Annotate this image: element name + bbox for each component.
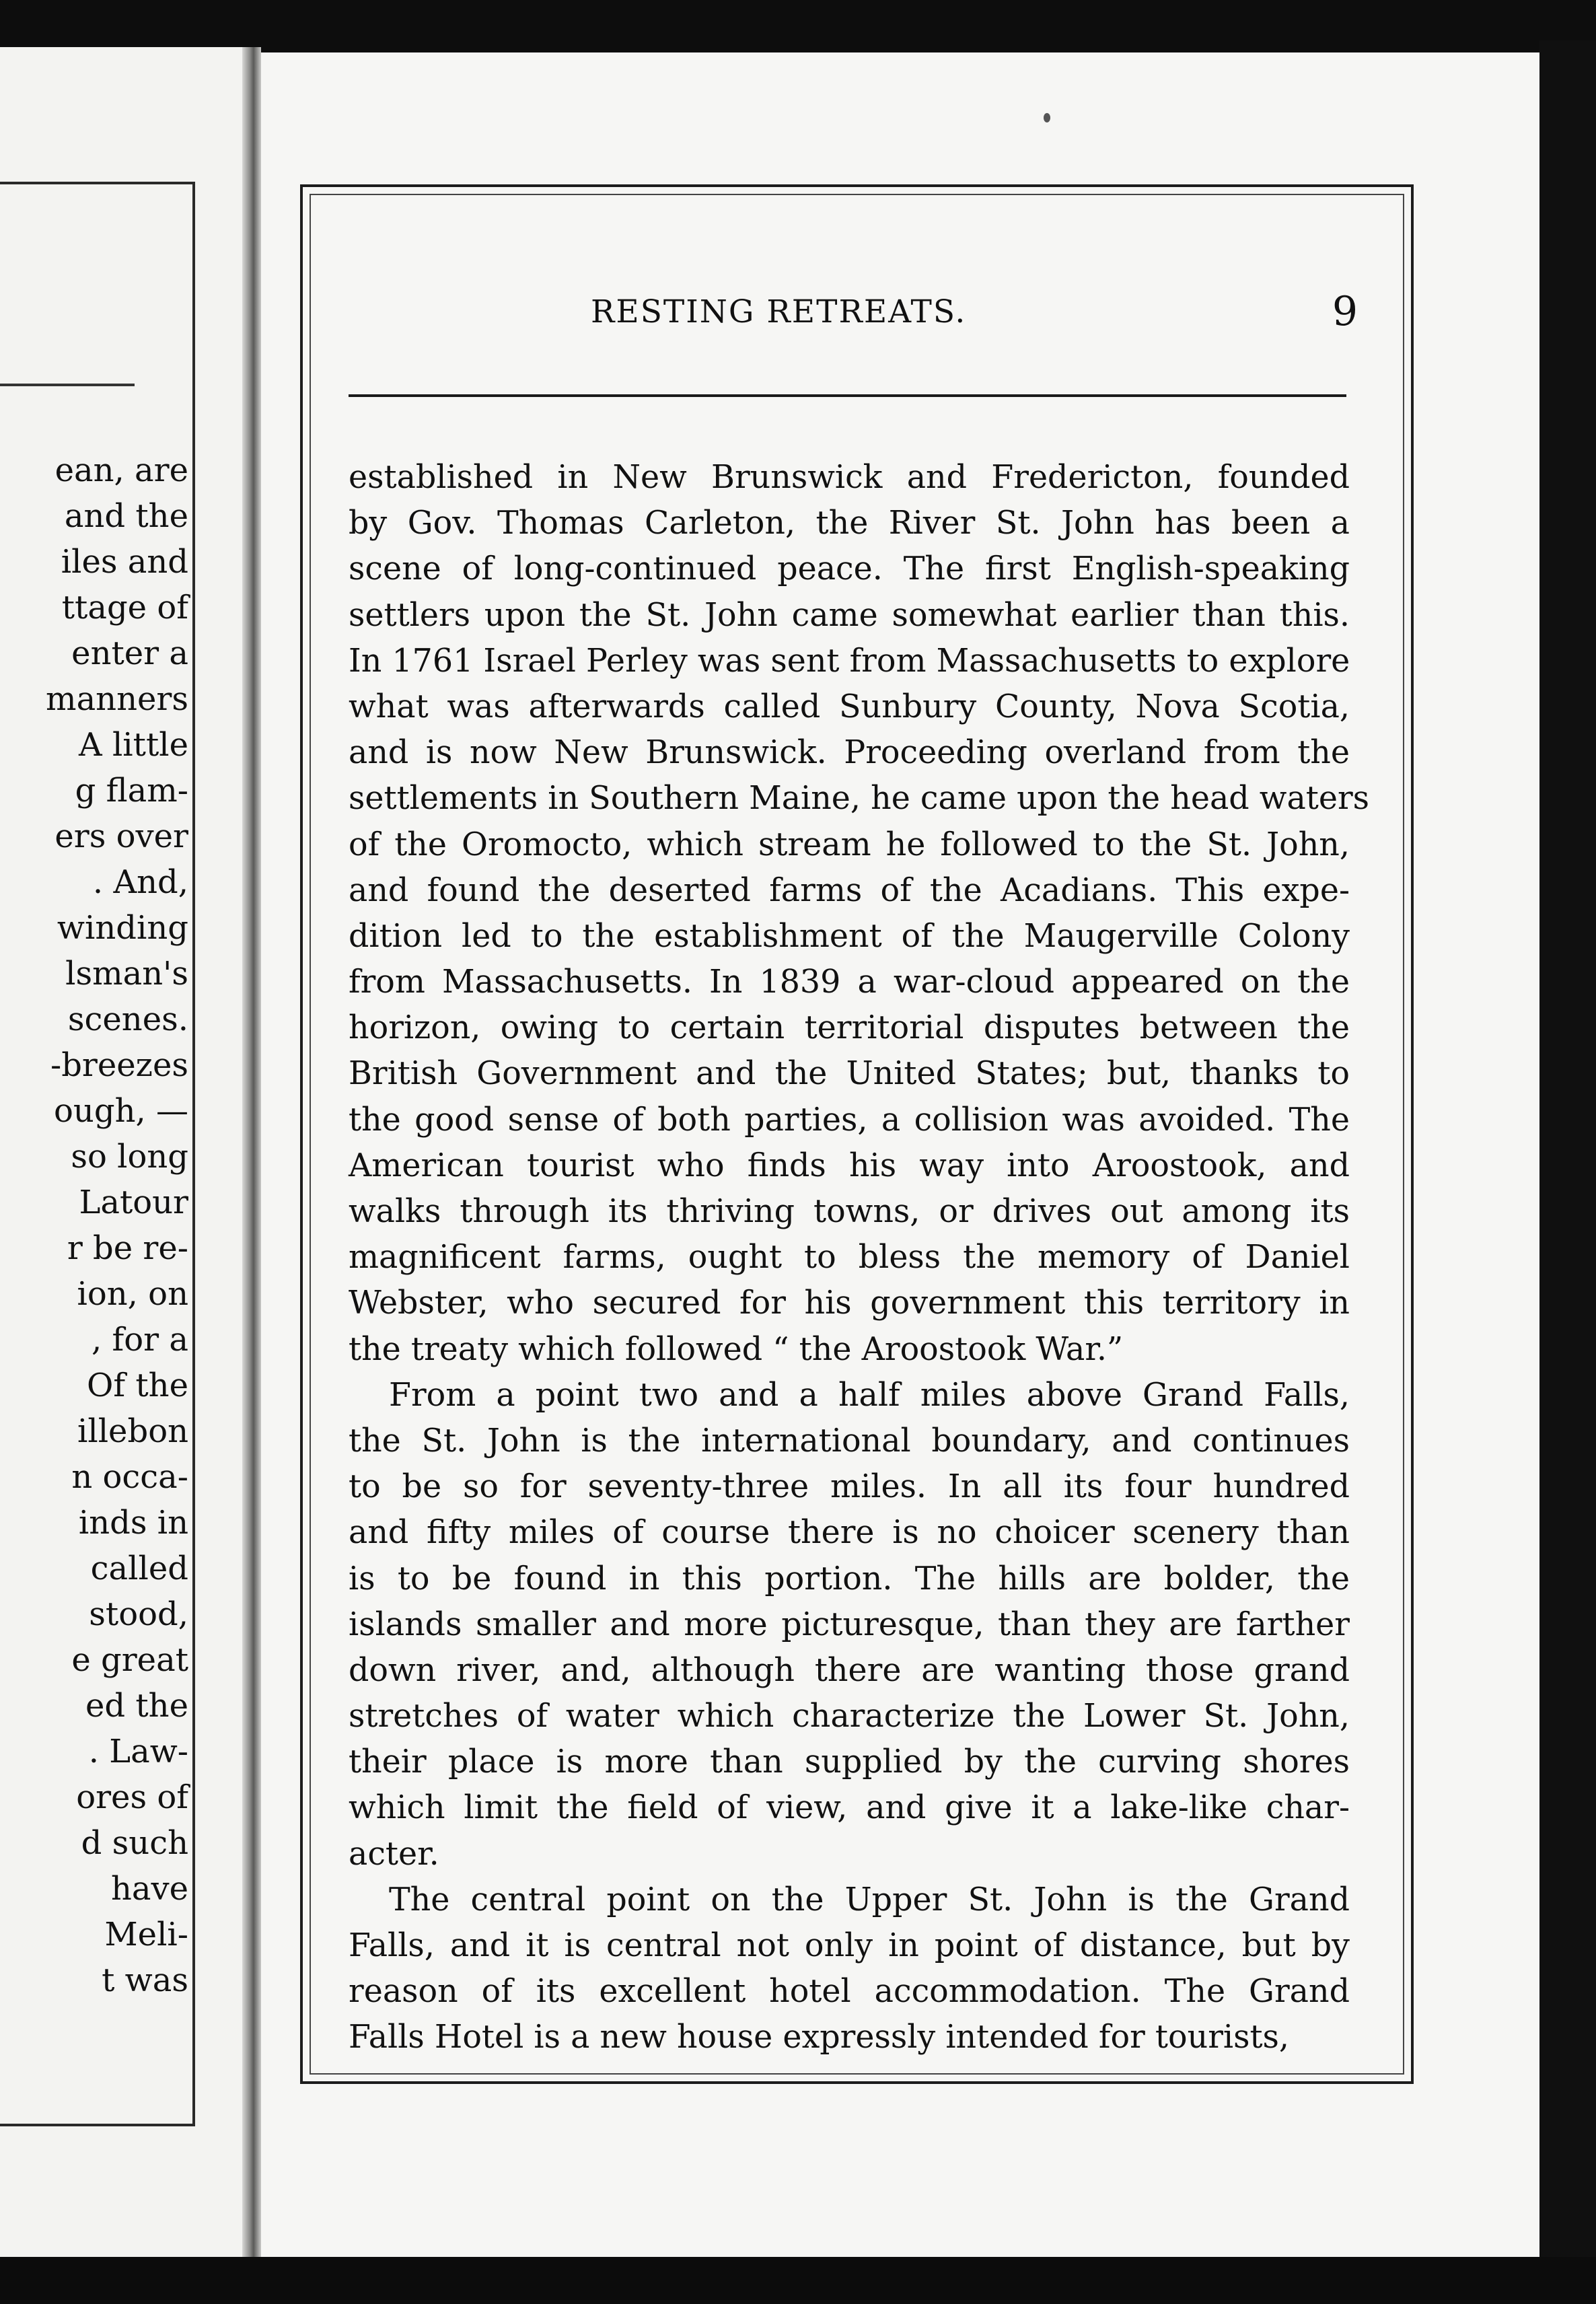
running-head: RESTING RETREATS.	[591, 293, 967, 330]
facing-line: t was	[102, 1961, 188, 1999]
facing-line: ers over	[55, 818, 188, 855]
facing-line: stood,	[89, 1595, 188, 1633]
text-line: which limit the field of view, and give it a lake-like char-	[349, 1789, 1350, 1827]
text-line: the treaty which followed “ the Aroostook War.”	[349, 1330, 1124, 1368]
facing-line: ion, on	[77, 1275, 188, 1313]
scan-border-right	[1539, 40, 1596, 2304]
text-line: by Gov. Thomas Carleton, the River St. John has been a	[349, 505, 1350, 542]
facing-line: A little	[79, 726, 188, 764]
text-line: what was afterwards called Sunbury County, Nova Scotia,	[349, 688, 1350, 725]
text-line: and found the deserted farms of the Acadians. This expe-	[349, 871, 1350, 909]
text-line: In 1761 Israel Perley was sent from Massachusetts to explore	[349, 642, 1350, 680]
facing-line: e great	[71, 1641, 188, 1679]
facing-line: ttage of	[61, 589, 188, 626]
page-header	[349, 288, 1368, 342]
text-line: and is now New Brunswick. Proceeding overland from the	[349, 734, 1350, 772]
text-line: the St. John is the international boundary, and continues	[349, 1422, 1350, 1460]
text-line: from Massachusetts. In 1839 a war-cloud appeared on the	[349, 964, 1350, 1001]
text-line: is to be found in this portion. The hills are bolder, the	[349, 1560, 1350, 1597]
facing-line: so long	[71, 1138, 188, 1176]
facing-line: and the	[64, 497, 188, 535]
page-number: 9	[1332, 288, 1358, 335]
text-line: their place is more than supplied by the curving shores	[349, 1743, 1350, 1781]
facing-line: illebon	[77, 1412, 188, 1450]
body-text	[349, 455, 1370, 2061]
text-line: down river, and, although there are wanting those grand	[349, 1651, 1350, 1689]
facing-line: lsman's	[65, 955, 188, 993]
text-line: settlements in Southern Maine, he came upon the head waters	[349, 780, 1370, 818]
text-line: scene of long-continued peace. The first English-speaking	[349, 550, 1350, 588]
facing-line: scenes.	[67, 1001, 188, 1038]
facing-line: enter a	[71, 635, 188, 672]
facing-line: inds in	[78, 1504, 188, 1542]
text-line: the good sense of both parties, a collision was avoided. The	[349, 1101, 1350, 1139]
facing-line: n occa-	[71, 1458, 188, 1496]
header-rule	[349, 394, 1346, 397]
facing-line: called	[90, 1550, 188, 1587]
facing-line: -breezes	[50, 1046, 188, 1084]
facing-line: ed the	[85, 1687, 188, 1725]
text-line: stretches of water which characterize the Lower St. John,	[349, 1698, 1350, 1735]
facing-line: , for a	[92, 1321, 188, 1359]
facing-line: Latour	[79, 1184, 188, 1221]
ink-speck	[1044, 113, 1050, 122]
facing-line: r be re-	[67, 1229, 188, 1267]
facing-line: . And,	[92, 863, 188, 901]
facing-line: manners	[46, 680, 188, 718]
text-line: of the Oromocto, which stream he followed to the St. John,	[349, 826, 1350, 863]
text-line: The central point on the Upper St. John is the Grand	[389, 1881, 1350, 1918]
facing-line: ean, are	[55, 452, 188, 489]
text-line: islands smaller and more picturesque, than they are farther	[349, 1606, 1350, 1643]
paragraph	[349, 1877, 1350, 2061]
facing-line: g flam-	[75, 772, 188, 809]
book-spine-gutter	[242, 47, 261, 2268]
text-line: dition led to the establishment of the Maugerville Colony	[349, 917, 1350, 955]
text-line: to be so for seventy-three miles. In all its four hundred	[349, 1468, 1350, 1506]
text-line: established in New Brunswick and Fredericton, founded	[349, 459, 1350, 496]
facing-line: d such	[81, 1824, 188, 1862]
facing-line: Of the	[87, 1367, 188, 1404]
paragraph	[349, 455, 1370, 1373]
scan-border-top	[0, 0, 1596, 54]
text-line: horizon, owing to certain territorial disputes between the	[349, 1009, 1350, 1047]
text-line: American tourist who finds his way into Aroostook, and	[349, 1147, 1350, 1184]
paragraph	[349, 1373, 1350, 1877]
facing-page-text	[13, 447, 188, 2015]
text-line: walks through its thriving towns, or drives out among its	[349, 1193, 1350, 1230]
scan-border-bottom	[0, 2257, 1596, 2304]
facing-line: iles and	[61, 543, 188, 581]
text-line: magnificent farms, ought to bless the memory of Daniel	[349, 1239, 1350, 1276]
facing-line: winding	[57, 909, 188, 947]
text-line: Falls, and it is central not only in point of distance, but by	[349, 1927, 1350, 1964]
text-line: settlers upon the St. John came somewhat earlier than this.	[349, 596, 1350, 634]
facing-line: Meli-	[104, 1916, 188, 1953]
facing-line: . Law-	[88, 1733, 188, 1770]
facing-page-left	[0, 47, 242, 2261]
page-right	[261, 52, 1539, 2257]
text-line: From a point two and a half miles above Grand Falls,	[389, 1376, 1350, 1414]
text-line: Falls Hotel is a new house expressly intended for tourists,	[349, 2019, 1290, 2056]
text-line: reason of its excellent hotel accommodation. The Grand	[349, 1973, 1350, 2011]
facing-line: ores of	[76, 1778, 188, 1816]
facing-line: ough, —	[54, 1092, 188, 1130]
facing-line: have	[110, 1870, 188, 1908]
facing-page-rule	[0, 384, 135, 386]
text-line: British Government and the United States; but, thanks to	[349, 1055, 1350, 1093]
text-line: and fifty miles of course there is no choicer scenery than	[349, 1514, 1350, 1552]
text-line: acter.	[349, 1835, 439, 1873]
text-line: Webster, who secured for his government this territory in	[349, 1285, 1350, 1322]
